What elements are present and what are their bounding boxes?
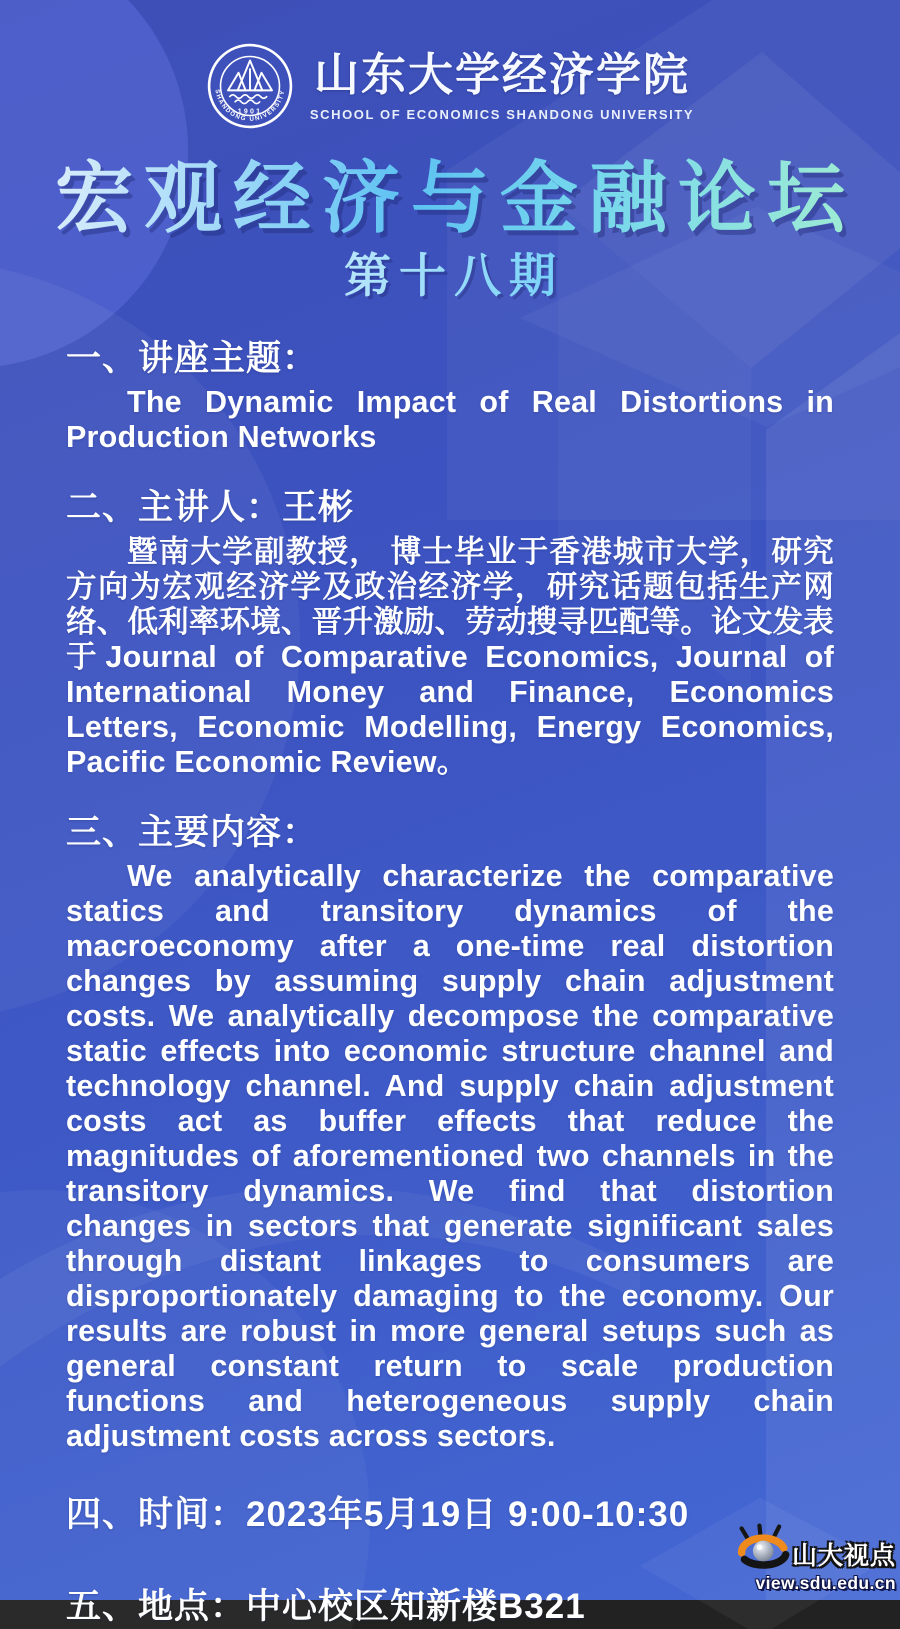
speaker-heading: 二、主讲人：王彬	[66, 488, 355, 528]
speaker-bio: 暨南大学副教授， 博士毕业于香港城市大学，研究方向为宏观经济学及政治经济学，研究话题包括生产网络、低利率环境、晋升激励、劳动搜寻匹配等。论文发表于Journal of Comparative Economics, Journal of International Money and Finance, Economics Letters, Economic Modelling, Energy Economics, Pacific Economic Review。	[66, 534, 834, 779]
section-content	[66, 810, 834, 1455]
eye-logo-icon	[736, 1522, 796, 1578]
seal-ring-text: SHANDONG UNIVERSITY	[213, 88, 287, 123]
topic-heading: 一、讲座主题：	[66, 338, 319, 378]
content-heading: 三、主要内容：	[66, 812, 319, 852]
issue-number: 第十八期	[0, 250, 900, 302]
watermark-url: view.sdu.edu.cn	[755, 1573, 896, 1593]
content-abstract: We analytically characterize the comparative statics and transitory dynamics of the macroeconomy after a one-time real distortion changes by assuming supply chain adjustment costs. We analytically decompose the comparative static effects into economic structure channel and technology channel. And supply chain adjustment costs act as buffer effects that reduce the magnitudes of aforementioned two channels in the transitory dynamics. We find that distortion changes in sectors that generate significant sales through distant linkages to consumers are disproportionately damaging to the economy. Our results are robust in more general setups such as general constant return to scale production functions and heterogeneous supply chain adjustment costs across sectors.	[66, 859, 834, 1454]
watermark-name: 山大视点	[791, 1542, 896, 1570]
venue-heading: 五、地点：中心校区知新楼B321	[66, 1586, 586, 1626]
seal-year: 1901	[237, 108, 263, 116]
watermark-row	[736, 1522, 896, 1572]
poster-body	[0, 336, 900, 1629]
header-logo-row	[0, 0, 900, 130]
sdu-view-watermark	[736, 1522, 896, 1594]
university-seal-icon	[206, 42, 294, 130]
topic-body: The Dynamic Impact of Real Distortions in Production Networks	[66, 385, 834, 455]
section-speaker	[66, 485, 834, 780]
forum-title: 宏观经济与金融论坛	[0, 156, 900, 240]
school-name-block	[310, 50, 694, 122]
school-name-english: SCHOOL OF ECONOMICS SHANDONG UNIVERSITY	[309, 106, 695, 122]
time-heading: 四、时间：2023年5月19日 9:00-10:30	[66, 1495, 690, 1535]
section-topic	[66, 336, 834, 456]
school-name-calligraphy: 山东大学经济学院	[313, 48, 690, 102]
